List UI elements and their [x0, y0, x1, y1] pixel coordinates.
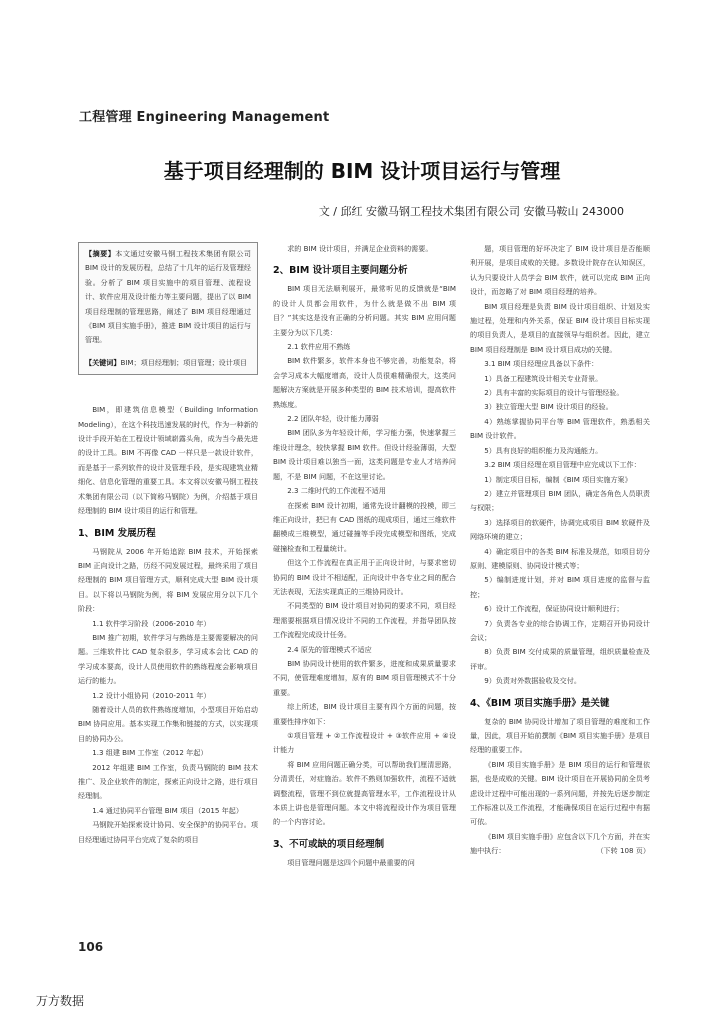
section-2-paragraph: BIM 项目无法顺利展开，最常听见的反馈就是“BIM 的设计人员都会用软件，为什么就是做不出 BIM 项目？”其实这是没有正确的分析问题。其实 BIM 应用问题主要分为以下几类：: [273, 284, 456, 337]
column-middle: [273, 242, 456, 932]
subsection-2-3-paragraph: 但这个工作流程在真正用于正向设计时，与要求密切协同的 BIM 设计不相适配，正向设计中各专业之间的配合无法表现，无法实现真正的三维协同设计。: [273, 558, 456, 596]
subsection-1-4-heading: 1.4 通过协同平台管理 BIM 项目（2015 年起）: [92, 805, 243, 815]
keywords-text: BIM；项目经理制；项目管理；设计项目: [120, 357, 248, 367]
duty-item: 5）编制进度计划，并对 BIM 项目进度的监督与监控；: [470, 575, 650, 599]
continued-note: （下转 108 页）: [596, 846, 650, 856]
duty-item: 3）选择项目的软硬件，协调完成项目 BIM 软硬件及网络环境的建立；: [470, 517, 650, 542]
summary-paragraph: 综上所述，BIM 设计项目主要有四个方面的问题，按重要性排序如下：: [273, 702, 456, 726]
subsection-1-1-heading: 1.1 软件学习阶段（2006-2010 年）: [92, 618, 211, 628]
column-right: [470, 242, 650, 932]
abstract-box: [78, 242, 258, 375]
duty-item: 4）确定项目中的各类 BIM 标准及规范，如项目切分原则、建模原则、协同设计模式等；: [470, 546, 650, 570]
subsection-2-4-paragraph: BIM 协同设计使用的软件繁多，进度和成果质量要求不同，使管理难度增加，原有的 BIM 项目管理模式不十分重要。: [273, 658, 456, 697]
section-2-closing-paragraph: 将 BIM 应用问题正确分类，可以帮助我们厘清思路，分清责任，对症施治。软件不熟则加强软件，流程不适就调整流程，管理不到位就提高管理水平，工作流程设计从本质上讲也是管理问题。本文中将流程设计作为项目管理的一个内容讨论。: [273, 759, 456, 827]
subsection-2-1-heading: 2.1 软件应用不熟练: [287, 342, 351, 352]
duty-item: 8）负责 BIM 交付成果的质量管理，组织质量检查及评审。: [470, 647, 650, 671]
footer-watermark: 万方数据: [36, 994, 85, 1008]
subsection-3-2-heading: 3.2 BIM 项目经理在项目管理中应完成以下工作：: [484, 460, 641, 470]
subsection-2-3-paragraph: 不同类型的 BIM 设计项目对协同的要求不同，项目经理需要根据项目情况设计不同的工作流程，并指导团队按工作流程完成设计任务。: [273, 601, 456, 640]
subsection-2-2-heading: 2.2 团队年轻，设计能力薄弱: [287, 414, 379, 424]
abstract-text: 本文通过安徽马钢工程技术集团有限公司 BIM 设计的发展历程，总结了十几年的运行及管理经验。分析了 BIM 项目实施中的项目管理、流程设计、软件应用及设计能力等主要问题，提出了以 BIM 项目经理制的管理思路，阐述了 BIM 项目经理通过《BIM 项目实施手册》，推进 BIM 设计项目的运行与管理。: [85, 249, 252, 345]
section-4-paragraph: 复杂的 BIM 协同设计增加了项目管理的难度和工作量，因此，项目开始前撰制《BIM 项目实施手册》是项目经理的重要工作。: [470, 716, 650, 755]
duty-item: 9）负责对外数据验收及交付。: [484, 676, 581, 686]
subsection-2-2-paragraph: BIM 团队多为年轻设计师，学习能力强，快速掌握三维设计理念，较快掌握 BIM 软件。但设计经验薄弱，大型 BIM 设计项目难以独当一面，这类问题是专业人才培养问题，不是 BIM 问题，不在这里讨论。: [273, 428, 456, 481]
subsection-2-3-heading: 2.3 二维时代的工作流程不适用: [287, 486, 386, 496]
column-2-lead: 求的 BIM 设计项目，并满足企业资料的需要。: [287, 244, 433, 253]
subsection-2-3-paragraph: 在探索 BIM 设计初期，通常先设计翻模的投模，即三维正向设计，把已有 CAD 图纸的现成项目，通过三维软件翻模成三维模型，通过碰撞等手段完成模型和图纸，完成碰撞检查和工程量统计。: [273, 500, 456, 553]
keywords-paragraph: [85, 356, 251, 370]
section-4-heading: 4、《BIM 项目实施手册》是关键: [470, 697, 610, 709]
page-number: 106: [78, 940, 104, 954]
section-4-paragraph: 《BIM 项目实施手册》是 BIM 项目的运行和管理依据，也是成败的关键。BIM 设计项目在开展协同前全员考虑设计过程中可能出现的一系列问题，并按先后逐步制定工作标准以及工作流程，才能确保项目在运行过程中有据可依。: [470, 759, 650, 827]
section-1-heading: 1、BIM 发展历程: [78, 527, 156, 539]
requirement-item: 3）独立管理大型 BIM 设计项目的经验。: [484, 402, 613, 412]
subsection-1-3-paragraph: 2012 年组建 BIM 工作室，负责马钢院的 BIM 技术推广、及企业软件的制定，探索正向设计之路，进行项目经理制。: [78, 762, 258, 801]
section-2-heading: 2、BIM 设计项目主要问题分析: [273, 265, 408, 277]
requirement-item: 4）熟练掌握协同平台等 BIM 管理软件，熟悉相关 BIM 设计软件。: [470, 416, 650, 441]
column-3-lead: 题，项目管理的好坏决定了 BIM 设计项目是否能顺利开展，是项目成败的关键。多数设计院存在认知误区，认为只要设计人员学会 BIM 软件，就可以完成 BIM 正向设计，而忽略了对 BIM 项目经理的培养。: [470, 244, 650, 297]
requirement-item: 1）具备工程建筑设计相关专业背景。: [484, 373, 603, 383]
duty-item: 1）制定项目目标，编制《BIM 项目实施方案》: [484, 474, 632, 484]
keywords-label: 【关键词】: [85, 357, 121, 367]
abstract-paragraph: [85, 247, 251, 348]
subsection-1-4-paragraph: 马钢院开始探索设计协同、安全保护的协同平台。项目经理通过协同平台完成了复杂的项目: [78, 820, 258, 844]
section-4-final-text: 《BIM 项目实施手册》应包含以下几个方面，并在实施中执行：: [470, 831, 650, 856]
section-3-heading: 3、不可或缺的项目经理制: [273, 838, 385, 850]
section-3-paragraph: 项目管理问题是这四个问题中最重要的问: [287, 857, 415, 867]
problem-ranking-list: ①项目管理 + ②工作流程设计 + ③软件应用 + ④设计能力: [273, 731, 456, 755]
project-manager-paragraph: BIM 项目经理是负责 BIM 设计项目组织、计划及实施过程，处理和内外关系，保证 BIM 设计项目目标实现的项目负责人，是项目的直接领导与组织者。因此，建立 BIM 项目经理制是 BIM 设计项目成功的关键。: [470, 301, 650, 354]
duty-item: 6）设计工作流程，保证协同设计顺利进行；: [484, 604, 624, 614]
subsection-1-2-paragraph: 随着设计人员的软件熟练度增加，小型项目开始启动 BIM 协同应用。基本实现工作集和链接的方式，以实现项目的协同办公。: [78, 704, 258, 743]
duty-item: 7）负责各专业的综合协调工作，定期召开协同设计会议；: [470, 618, 650, 642]
subsection-1-2-heading: 1.2 设计小组协同（2010-2011 年）: [92, 690, 211, 700]
subsection-2-4-heading: 2.4 原先的管理模式不适应: [287, 644, 372, 654]
intro-paragraph: BIM，即建筑信息模型（Building Information Modeling），在这个科技迅速发展的时代，作为一种新的设计手段开始在工程设计领域崭露头角，成为当今最先进的设计工具。BIM 不再像 CAD 一样只是一款设计软件，而是基于一系列软件的设计及管理手段，是实现建筑业精细化、信息化管理的重要工具。本文将以安徽马钢工程技术集团有限公司（以下简称马钢院）为例，介绍基于项目经理制的 BIM 设计项目的运行和管理。: [78, 405, 258, 516]
section-1-paragraph: 马钢院从 2006 年开始追踪 BIM 技术，开始探索 BIM 正向设计之路，历经不同发展过程，最终采用了项目经理制的 BIM 项目管理方式，顺利完成大型 BIM 设计项目。以下将以马钢院为例，将 BIM 发展应用分以下几个阶段：: [78, 546, 258, 614]
requirement-item: 2）具有丰富的实际项目的设计与管理经验。: [484, 388, 624, 398]
section-header: 工程管理 Engineering Management: [79, 110, 330, 125]
subsection-2-1-paragraph: BIM 软件繁多，软件本身也不够完善，功能复杂，将会学习成本大幅度增高，设计人员很难精确很大，这类问题解决方案就是开展多种类型的 BIM 技术培训，提高软件熟练度。: [273, 356, 456, 409]
article-title: 基于项目经理制的 BIM 设计项目运行与管理: [163, 159, 561, 183]
subsection-1-3-heading: 1.3 组建 BIM 工作室（2012 年起）: [92, 748, 208, 758]
author-byline: 文 / 邱红 安徽马钢工程技术集团有限公司 安徽马鞍山 243000: [318, 205, 624, 218]
requirement-item: 5）具有良好的组织能力及沟通能力。: [484, 445, 603, 455]
column-left: [78, 242, 258, 874]
subsection-1-1-paragraph: BIM 推广初期，软件学习与熟练是主要需要解决的问题。三维软件比 CAD 复杂很多，学习成本会比 CAD 的学习成本要高，设计人员使用软件的熟练程度会影响项目运行的能力。: [78, 632, 258, 686]
subsection-3-1-heading: 3.1 BIM 项目经理应具备以下条件：: [484, 359, 599, 369]
duty-item: 2）建立并管理项目 BIM 团队，确定各角色人员职责与权限；: [470, 488, 650, 513]
abstract-label: 【摘要】: [85, 249, 116, 258]
section-4-paragraph: [470, 830, 650, 859]
